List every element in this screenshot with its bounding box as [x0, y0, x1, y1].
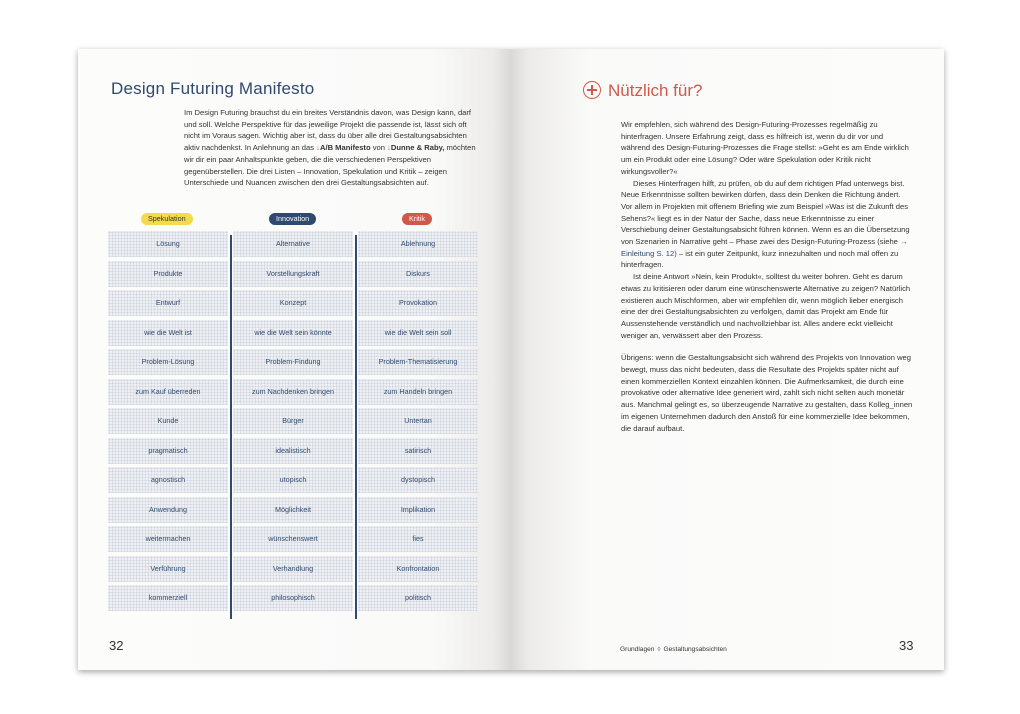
table-cell: fies — [358, 526, 478, 552]
table-cell: idealistisch — [233, 438, 353, 464]
table-cell: politisch — [358, 585, 478, 611]
table-cell: Provokation — [358, 290, 478, 316]
table-cell: Verführung — [108, 556, 228, 582]
intro-part-3: möchten wir dir ein paar Anhaltspunkte geben, die die verschiedenen Perspektiven gegenüberstellen. Die drei Listen – Innovation, Spekulation und Kritik – zeigen Unterschiede und Nuancen zwischen den drei Gestaltungsabsichten auf. — [184, 143, 476, 188]
column-header-innovation: Innovation — [269, 213, 316, 225]
intro-part-2: von — [372, 143, 385, 153]
table-cell: Problem-Lösung — [108, 349, 228, 375]
page-number: 33 — [899, 638, 914, 653]
intro-text — [184, 107, 479, 189]
left-page — [78, 49, 511, 670]
down-arrow-icon: ↓ — [387, 143, 391, 153]
table-cell: zum Nachdenken bringen — [233, 379, 353, 405]
table-cell: Implikation — [358, 497, 478, 523]
page-title: Nützlich für? — [608, 81, 703, 100]
intro-part-1: Im Design Futuring brauchst du ein breites Verständnis davon, was Design kann, darf und soll. Welche Perspektive für das jeweilige Projekt die passende ist, lässt sich oft nicht im Voraus sagen. Wichtig aber ist, dass du über alle drei Gestaltungsabsichten aktiv nachdenkst. In Anlehnung an das — [184, 108, 472, 153]
table-cell: Entwurf — [108, 290, 228, 316]
table-cell: wie die Welt sein soll — [358, 320, 478, 346]
paragraph-text: – ist ein guter Zeitpunkt, kurz innezuhalten und noch mal offen zu hinterfragen. — [621, 248, 899, 270]
paragraph-text: Dieses Hinterfragen hilft, zu prüfen, ob du auf dem richtigen Pfad unterwegs bist. Neue Erkenntnisse sollten bewirken dürfen, dass dein Denken die Richtung ändert. Vor allem in Projekten mit offenem Briefing wie zum Beispiel »Was ist die Zukunft des Sehens?« liegt es in der Natur der Sache, dass neue Erkenntnisse zu einer Verschiebung deiner Gestaltungsabsicht führen können. Wenn es an die Übersetzung von Szenarien in Narrative geht – Phase zwei des Design-Futuring-Prozess (siehe — [621, 178, 910, 247]
table-cell: Möglichkeit — [233, 497, 353, 523]
table-cell: Konfrontation — [358, 556, 478, 582]
table-cell: Verhandlung — [233, 556, 353, 582]
table-cell: wie die Welt ist — [108, 320, 228, 346]
footer-section: Grundlagen — [620, 646, 655, 653]
table-cell: Ablehnung — [358, 231, 478, 257]
table-cell: Diskurs — [358, 261, 478, 287]
paragraph: Wir empfehlen, sich während des Design-Futuring-Prozesses regelmäßig zu hinterfragen. Unsere Erfahrung zeigt, dass es hilfreich ist, wenn du dir vor und während des Design-Futuring-Prozesses die Frage stellst: »Geht es am Ende wirklich um ein Produkt oder eine Lösung? Oder wäre Spekulation oder Kritik nicht wirkungsvoller?« — [621, 120, 909, 176]
table-cell: Lösung — [108, 231, 228, 257]
table-cell: wie die Welt sein könnte — [233, 320, 353, 346]
column-header-spekulation: Spekulation — [141, 213, 193, 225]
table-cell: pragmatisch — [108, 438, 228, 464]
footer-subsection: Gestaltungsabsichten — [663, 646, 727, 653]
table-cell: Produkte — [108, 261, 228, 287]
paragraph: Ist deine Antwort »Nein, kein Produkt«, solltest du weiter bohren. Geht es darum etwas zu kritisieren oder darum eine wünschenswerte Alternative zu zeigen? Natürlich existieren auch Mischformen, aber wir empfehlen dir, wenn möglich lieber energisch eine der drei Gestaltungsabsichten zu verfolgen, damit das Projekt am Ende für Aussenstehende verständlich und nachvollziehbar ist. Alles andere eckt vielleicht weniger an, verwässert aber den Prozess. — [621, 272, 911, 340]
table-cell: zum Handeln bringen — [358, 379, 478, 405]
reference-dunne-raby[interactable]: Dunne & Raby, — [390, 143, 445, 153]
table-cell: agnostisch — [108, 467, 228, 493]
paragraph — [621, 178, 913, 272]
diamond-icon: ◊ — [657, 647, 661, 653]
page-title: Design Futuring Manifesto — [111, 79, 315, 98]
table-cell: Problem-Thematisierung — [358, 349, 478, 375]
table-cell: philosophisch — [233, 585, 353, 611]
table-cell: weitermachen — [108, 526, 228, 552]
reference-ab-manifesto[interactable]: A/B Manifesto — [319, 143, 371, 153]
table-cell: Kunde — [108, 408, 228, 434]
column-divider — [355, 235, 357, 619]
table-cell: Anwendung — [108, 497, 228, 523]
table-cell: Bürger — [233, 408, 353, 434]
table-cell: wünschenswert — [233, 526, 353, 552]
table-cell: utopisch — [233, 467, 353, 493]
table-cell: kommerziell — [108, 585, 228, 611]
paragraph: Übrigens: wenn die Gestaltungsabsicht sich während des Projekts von Innovation weg bewegt, muss das nicht bedeuten, dass die Resultate des Projekts später nicht auf einen kommerziellen Kontext einzahlen können. Die Aufmerksamkeit, die durch eine provokative oder alternative Idee generiert wird, zahlt sich nicht selten auch monetär aus. Manchmal gelingt es, so überzeugende Narrative zu gestalten, dass Kolleg_innen im eigenen Unternehmen dadurch den Anstoß für eine kommerzielle Idee bekommen, die darauf aufbaut. — [621, 353, 913, 433]
table-cell: Alternative — [233, 231, 353, 257]
table-cell: Untertan — [358, 408, 478, 434]
table-cell: Problem-Findung — [233, 349, 353, 375]
table-cell: satirisch — [358, 438, 478, 464]
column-header-kritik: Kritik — [402, 213, 432, 225]
body-text — [621, 119, 913, 434]
book-spread — [78, 49, 944, 670]
cross-reference-link[interactable]: → Einleitung S. 12) — [621, 237, 908, 258]
down-arrow-icon: ↓ — [316, 143, 320, 153]
plus-circle-icon — [583, 81, 601, 99]
table-cell: Vorstellungskraft — [233, 261, 353, 287]
table-cell: zum Kauf überreden — [108, 379, 228, 405]
running-footer — [620, 646, 727, 653]
page-number: 32 — [109, 638, 124, 653]
right-page — [511, 49, 944, 670]
table-cell: dystopisch — [358, 467, 478, 493]
column-divider — [230, 235, 232, 619]
table-cell: Konzept — [233, 290, 353, 316]
